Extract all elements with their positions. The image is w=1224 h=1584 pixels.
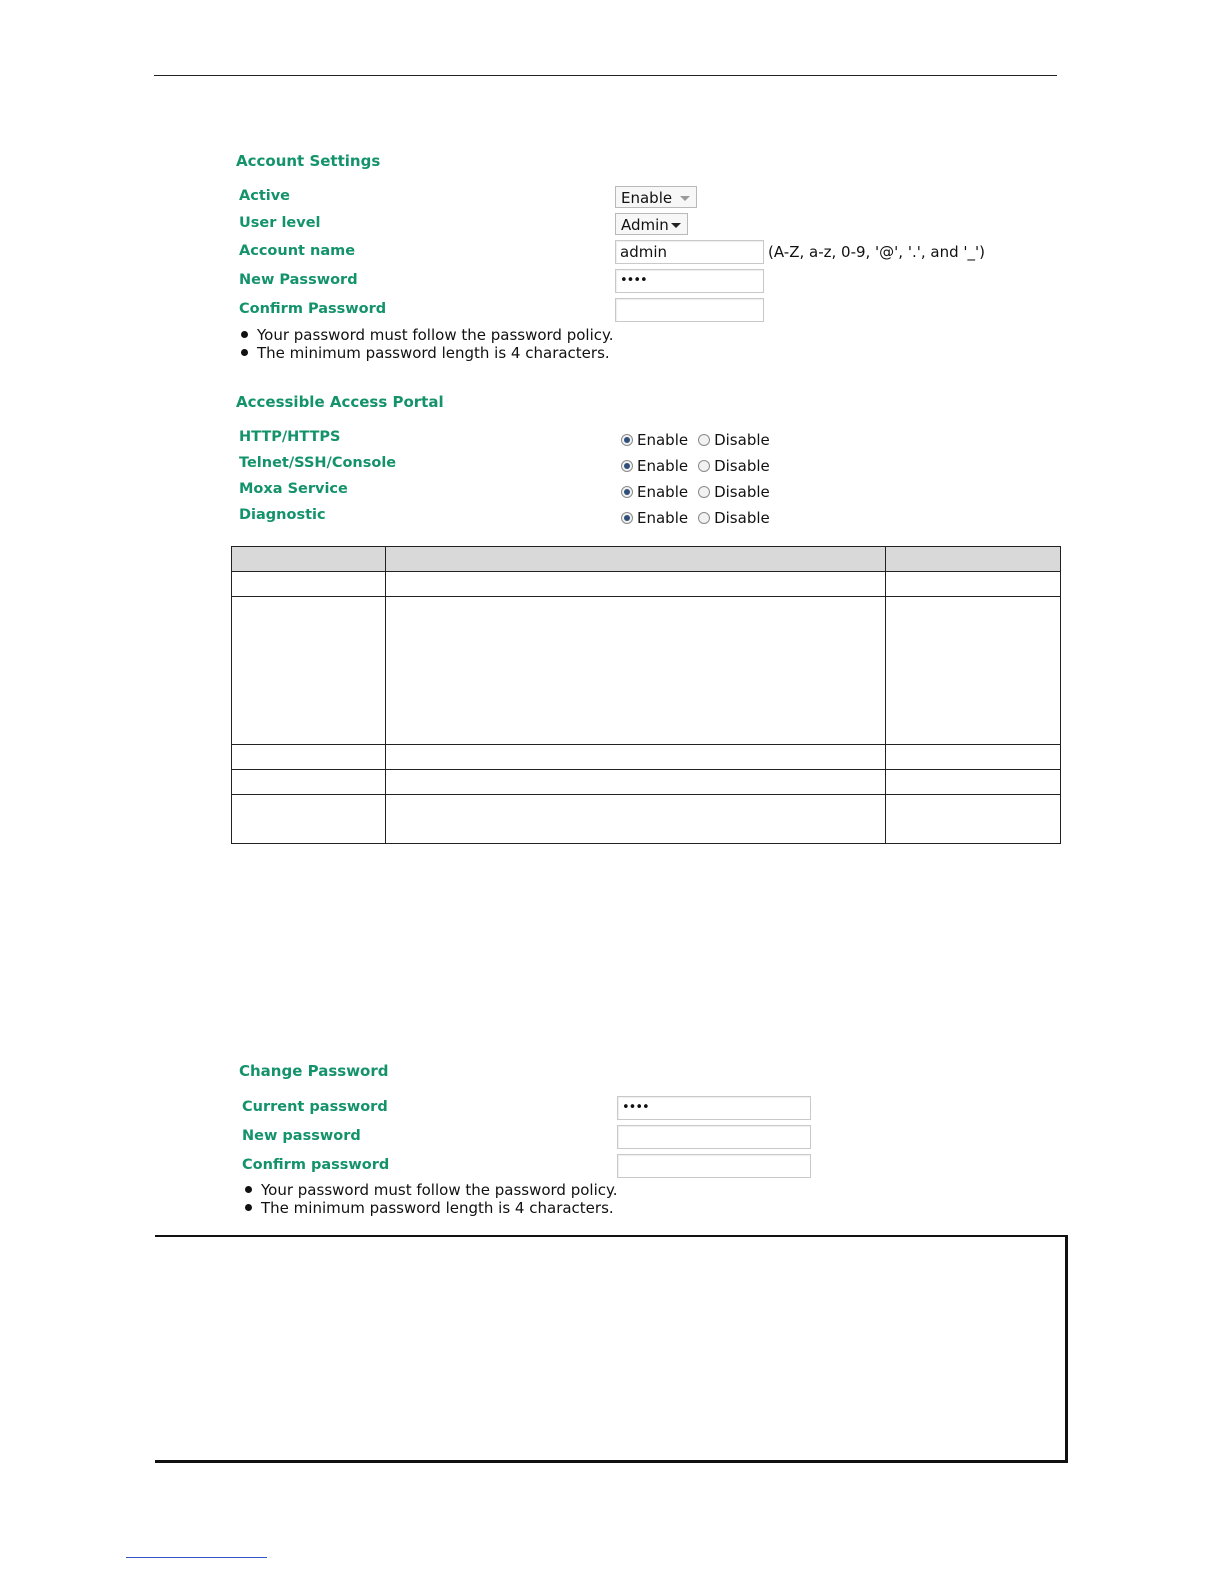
portal-radio-diagnostic xyxy=(621,508,780,527)
account-name-input[interactable]: admin xyxy=(615,240,764,264)
active-select-value: Enable xyxy=(621,189,673,207)
table-cell xyxy=(386,770,886,795)
table-cell xyxy=(386,597,886,745)
password-note-text: Your password must follow the password policy. xyxy=(257,326,614,344)
portal-label-telnet: Telnet/SSH/Console xyxy=(239,455,397,471)
account-settings-title: Account Settings xyxy=(236,152,381,170)
table-cell xyxy=(886,795,1061,844)
portal-radio-http xyxy=(621,430,780,449)
table-cell xyxy=(386,795,886,844)
bullet-icon xyxy=(241,349,248,356)
table-cell xyxy=(232,795,386,844)
radio-enable[interactable] xyxy=(621,512,633,524)
user-level-select-value: Admin xyxy=(621,216,669,234)
password-note-text: The minimum password length is 4 characters. xyxy=(261,1199,614,1217)
confirm-password-label: Confirm Password xyxy=(239,301,387,317)
portal-label-diagnostic: Diagnostic xyxy=(239,507,326,523)
table-header-row xyxy=(232,547,1061,572)
portal-radio-telnet xyxy=(621,456,780,475)
access-portal-title: Accessible Access Portal xyxy=(236,393,444,411)
radio-enable-label: Enable xyxy=(637,456,689,475)
confirm-password-input-2[interactable] xyxy=(617,1154,811,1178)
chevron-down-icon xyxy=(671,223,681,228)
password-note-text: Your password must follow the password policy. xyxy=(261,1181,618,1199)
radio-disable[interactable] xyxy=(698,460,710,472)
confirm-password-label-2: Confirm password xyxy=(242,1157,390,1173)
active-label: Active xyxy=(239,188,291,204)
radio-enable[interactable] xyxy=(621,434,633,446)
user-level-select[interactable] xyxy=(615,213,688,235)
portal-label-moxa: Moxa Service xyxy=(239,481,348,497)
table-header-cell xyxy=(886,547,1061,572)
note-box xyxy=(155,1235,1068,1463)
table-cell xyxy=(232,572,386,597)
table-cell xyxy=(886,572,1061,597)
portal-label-http: HTTP/HTTPS xyxy=(239,429,341,445)
radio-enable-label: Enable xyxy=(637,430,689,449)
new-password-input-2[interactable] xyxy=(617,1125,811,1149)
radio-enable-label: Enable xyxy=(637,482,689,501)
table-cell xyxy=(386,745,886,770)
radio-enable-label: Enable xyxy=(637,508,689,527)
account-name-hint: (A-Z, a-z, 0-9, '@', '.', and '_') xyxy=(768,243,985,261)
portal-radio-moxa xyxy=(621,482,780,501)
table-cell xyxy=(386,572,886,597)
footer-link[interactable] xyxy=(126,1557,267,1558)
table-cell xyxy=(232,597,386,745)
user-level-label: User level xyxy=(239,215,321,231)
table-cell xyxy=(886,597,1061,745)
table-row xyxy=(232,745,1061,770)
table-header-cell xyxy=(232,547,386,572)
radio-disable-label: Disable xyxy=(714,508,770,527)
radio-disable[interactable] xyxy=(698,434,710,446)
radio-disable[interactable] xyxy=(698,486,710,498)
new-password-input[interactable]: •••• xyxy=(615,269,764,293)
chevron-down-icon xyxy=(680,196,690,201)
new-password-label: New Password xyxy=(239,272,358,288)
password-note-item xyxy=(245,1199,614,1217)
confirm-password-input[interactable] xyxy=(615,298,764,322)
radio-enable[interactable] xyxy=(621,460,633,472)
table-row xyxy=(232,770,1061,795)
table-header-cell xyxy=(386,547,886,572)
account-name-label: Account name xyxy=(239,243,356,259)
password-note-item xyxy=(241,344,610,362)
radio-enable[interactable] xyxy=(621,486,633,498)
radio-disable-label: Disable xyxy=(714,430,770,449)
table-row xyxy=(232,597,1061,745)
table-cell xyxy=(232,745,386,770)
table-cell xyxy=(886,745,1061,770)
password-note-item xyxy=(245,1181,618,1199)
header-rule xyxy=(154,75,1057,76)
bullet-icon xyxy=(245,1186,252,1193)
table-cell xyxy=(232,770,386,795)
password-note-item xyxy=(241,326,614,344)
bullet-icon xyxy=(241,331,248,338)
radio-disable-label: Disable xyxy=(714,456,770,475)
current-password-label: Current password xyxy=(242,1099,388,1115)
password-note-text: The minimum password length is 4 characters. xyxy=(257,344,610,362)
table-row xyxy=(232,572,1061,597)
radio-disable[interactable] xyxy=(698,512,710,524)
active-select[interactable] xyxy=(615,186,697,208)
table-row xyxy=(232,795,1061,844)
current-password-input[interactable]: •••• xyxy=(617,1096,811,1120)
change-password-title: Change Password xyxy=(239,1062,389,1080)
new-password-label-2: New password xyxy=(242,1128,361,1144)
settings-table xyxy=(231,546,1061,844)
bullet-icon xyxy=(245,1204,252,1211)
table-cell xyxy=(886,770,1061,795)
radio-disable-label: Disable xyxy=(714,482,770,501)
